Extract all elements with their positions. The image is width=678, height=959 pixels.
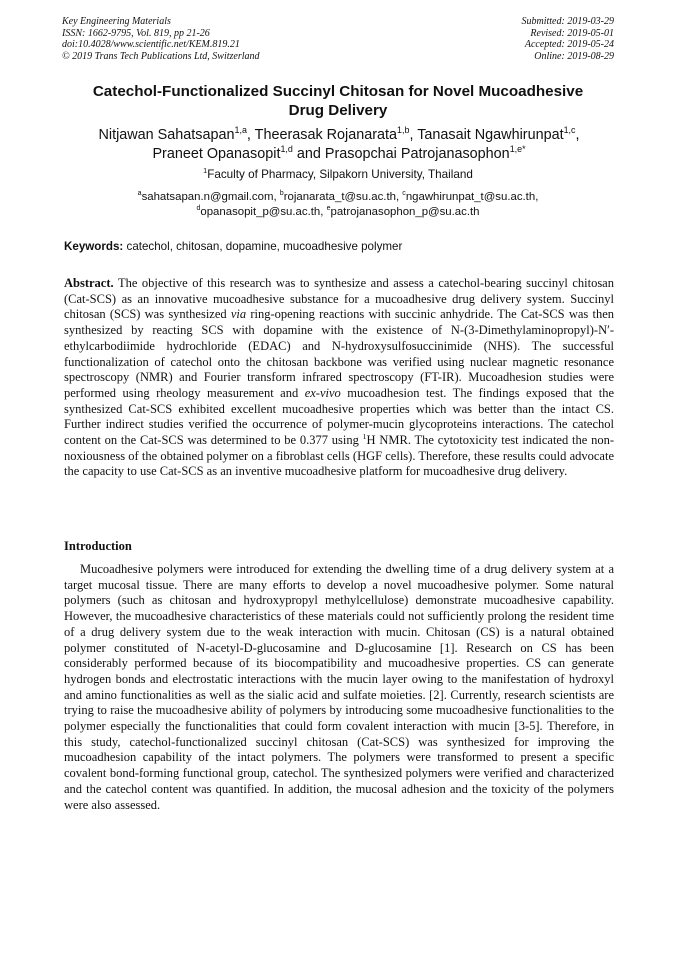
copyright-line: © 2019 Trans Tech Publications Ltd, Switzerland xyxy=(62,50,260,62)
keywords-text: catechol, chitosan, dopamine, mucoadhesive polymer xyxy=(126,240,403,253)
email-separator: , xyxy=(320,206,327,218)
abstract-label: Abstract. xyxy=(64,276,114,290)
abstract-text-3: mucoadhesion test. The findings exposed that the synthesized Cat-SCS exhibited excellent mucoadhesive properties which was better than the intact CS. Further indirect studies verified the occurrence of polymer-mucin glycoproteins interactions. The catechol content on the Cat-SCS was determined to be 0.377 using xyxy=(64,385,614,448)
author-list xyxy=(50,126,628,164)
author-emails xyxy=(62,190,614,220)
author-separator: , xyxy=(575,127,580,143)
journal-info xyxy=(62,16,260,62)
email-line-2 xyxy=(62,205,614,220)
email-sup: e xyxy=(326,205,331,213)
author-name: Nitjawan Sahatsapan xyxy=(98,127,235,143)
author-name: Theerasak Rojanarata xyxy=(254,127,398,143)
email-address[interactable]: opanasopit_p@su.ac.th xyxy=(200,206,321,218)
email-line-1 xyxy=(62,190,614,205)
email-separator: , xyxy=(535,191,539,203)
abstract-text-2: ring-opening reactions with succinic anhydride. The Cat-SCS was then synthesized by reacting SCS with dopamine with the existence of N-(3-Dimethylaminopropyl)-N′-ethylcarbodiimide hydrochloride (EDAC) and N-hydroxysulfosuccinimide (NHS). The successful functionalization of catechol onto the chitosan backbone was verified using nuclear magnetic resonance spectroscopy (NMR) and Fourier transform infrared spectroscopy (FT-IR). Mucoadhesion studies were performed using rheology measurement and xyxy=(64,307,615,400)
abstract-text-4: H NMR. The cytotoxicity test indicated the non-noxiousness of the obtained polymer on a fibroblast cells (HGF cells). Therefore, these results could advocate the capacity to use Cat-SCS as an inventive mucoadhesive platform for mucoadhesive drug delivery. xyxy=(64,433,615,479)
issn-line: ISSN: 1662-9795, Vol. 819, pp 21-26 xyxy=(62,27,210,39)
email-address[interactable]: patrojanasophon_p@su.ac.th xyxy=(330,206,480,218)
publication-dates xyxy=(522,16,615,62)
author-name: Praneet Opanasopit xyxy=(152,146,281,162)
author-line-2 xyxy=(50,145,628,164)
author-name: Prasopchai Patrojanasophon xyxy=(324,146,510,162)
introduction-text: Mucoadhesive polymers were introduced for extending the dwelling time of a drug delivery system at a target mucosal tissue. There are many efforts to develop a novel mucoadhesive polymer. Some natural polymers (such as chitosan and hydroxypropyl methylcellulose) demonstrate mucoadhesive capability. However, the mucoadhesive characteristics of these materials could not sufficiently prolong the resident time of a drug delivery system due to the weak interaction with mucin. Chitosan (CS) is a natural obtained polymer constituted of N-acetyl-D-glucosamine and D-glucosamine [1]. Research on CS has been considerably performed because of its biocompatibility and mucoadhesive properties. CS can generate hydrogen bonds and electrostatic interactions with the mucin layer owing to the manifestation of hydroxyl and amino functionalities as well as the sialic acid and sulfate moieties. [2]. Currently, research scientists are trying to raise the mucoadhesive ability of polymers by introducing some mucoadhesive functionalities to the polymer especially the functionalities that could form covalent interaction with mucin [3-5]. Therefore, in this study, catechol-functionalized succinyl chitosan (Cat-SCS) was synthesized for improving the mucoadhesion capability of the intact polymers. The polymers were transformed to present a specific covalent bond-forming functional group, catechol. The synthesized polymers were verified and characterized and the catechol content was quantified. In addition, the mucosal adhesion and the toxicity of the polymers were also assessed. xyxy=(64,562,614,812)
author-affil-sup: 1,e* xyxy=(509,144,526,155)
keywords-label: Keywords: xyxy=(64,240,124,253)
email-sup: a xyxy=(137,190,142,198)
author-name: Tanasait Ngawhirunpat xyxy=(417,127,564,143)
introduction-heading: Introduction xyxy=(64,539,132,553)
revised-date: Revised: 2019-05-01 xyxy=(530,27,614,39)
author-separator: , xyxy=(246,127,255,143)
keywords xyxy=(64,240,616,254)
title-line-1: Catechol-Functionalized Succinyl Chitosan for Novel Mucoadhesive xyxy=(92,83,584,100)
journal-name: Key Engineering Materials xyxy=(62,16,171,27)
email-address[interactable]: ngawhirunpat_t@su.ac.th xyxy=(405,191,536,203)
submitted-date: Submitted: 2019-03-29 xyxy=(521,16,614,27)
title-line-2: Drug Delivery xyxy=(288,102,388,119)
author-affil-sup: 1,c xyxy=(563,125,576,136)
abstract-via: via xyxy=(230,307,247,322)
paper-title xyxy=(62,82,614,120)
nmr-sup: 1 xyxy=(362,431,367,441)
online-date: Online: 2019-08-29 xyxy=(534,50,614,62)
affiliation xyxy=(62,168,614,182)
email-address[interactable]: sahatsapan.n@gmail.com xyxy=(141,191,274,203)
affiliation-sup: 1 xyxy=(203,166,208,176)
email-separator: , xyxy=(273,191,280,203)
affiliation-text: Faculty of Pharmacy, Silpakorn University, Thailand xyxy=(207,168,473,181)
author-separator: , xyxy=(409,127,418,143)
abstract-exvivo: ex-vivo xyxy=(304,385,341,400)
author-affil-sup: 1,b xyxy=(397,125,410,136)
author-line-1 xyxy=(50,126,628,145)
abstract xyxy=(64,276,614,480)
author-separator: and xyxy=(292,146,325,162)
accepted-date: Accepted: 2019-05-24 xyxy=(524,39,614,50)
author-affil-sup: 1,a xyxy=(234,125,247,136)
email-sup: c xyxy=(402,190,406,198)
email-sup: d xyxy=(196,205,201,213)
email-sup: b xyxy=(279,190,284,198)
doi-line: doi:10.4028/www.scientific.net/KEM.819.21 xyxy=(62,39,240,50)
email-address[interactable]: rojanarata_t@su.ac.th xyxy=(283,191,396,203)
abstract-text-1: The objective of this research was to synthesize and assess a catechol-bearing succinyl chitosan (Cat-SCS) as an innovative mucoadhesive substance for a mucoadhesive drug delivery system. Succinyl chitosan (SCS) was synthesized xyxy=(64,276,614,322)
author-affil-sup: 1,d xyxy=(280,144,293,155)
email-separator: , xyxy=(395,191,403,203)
